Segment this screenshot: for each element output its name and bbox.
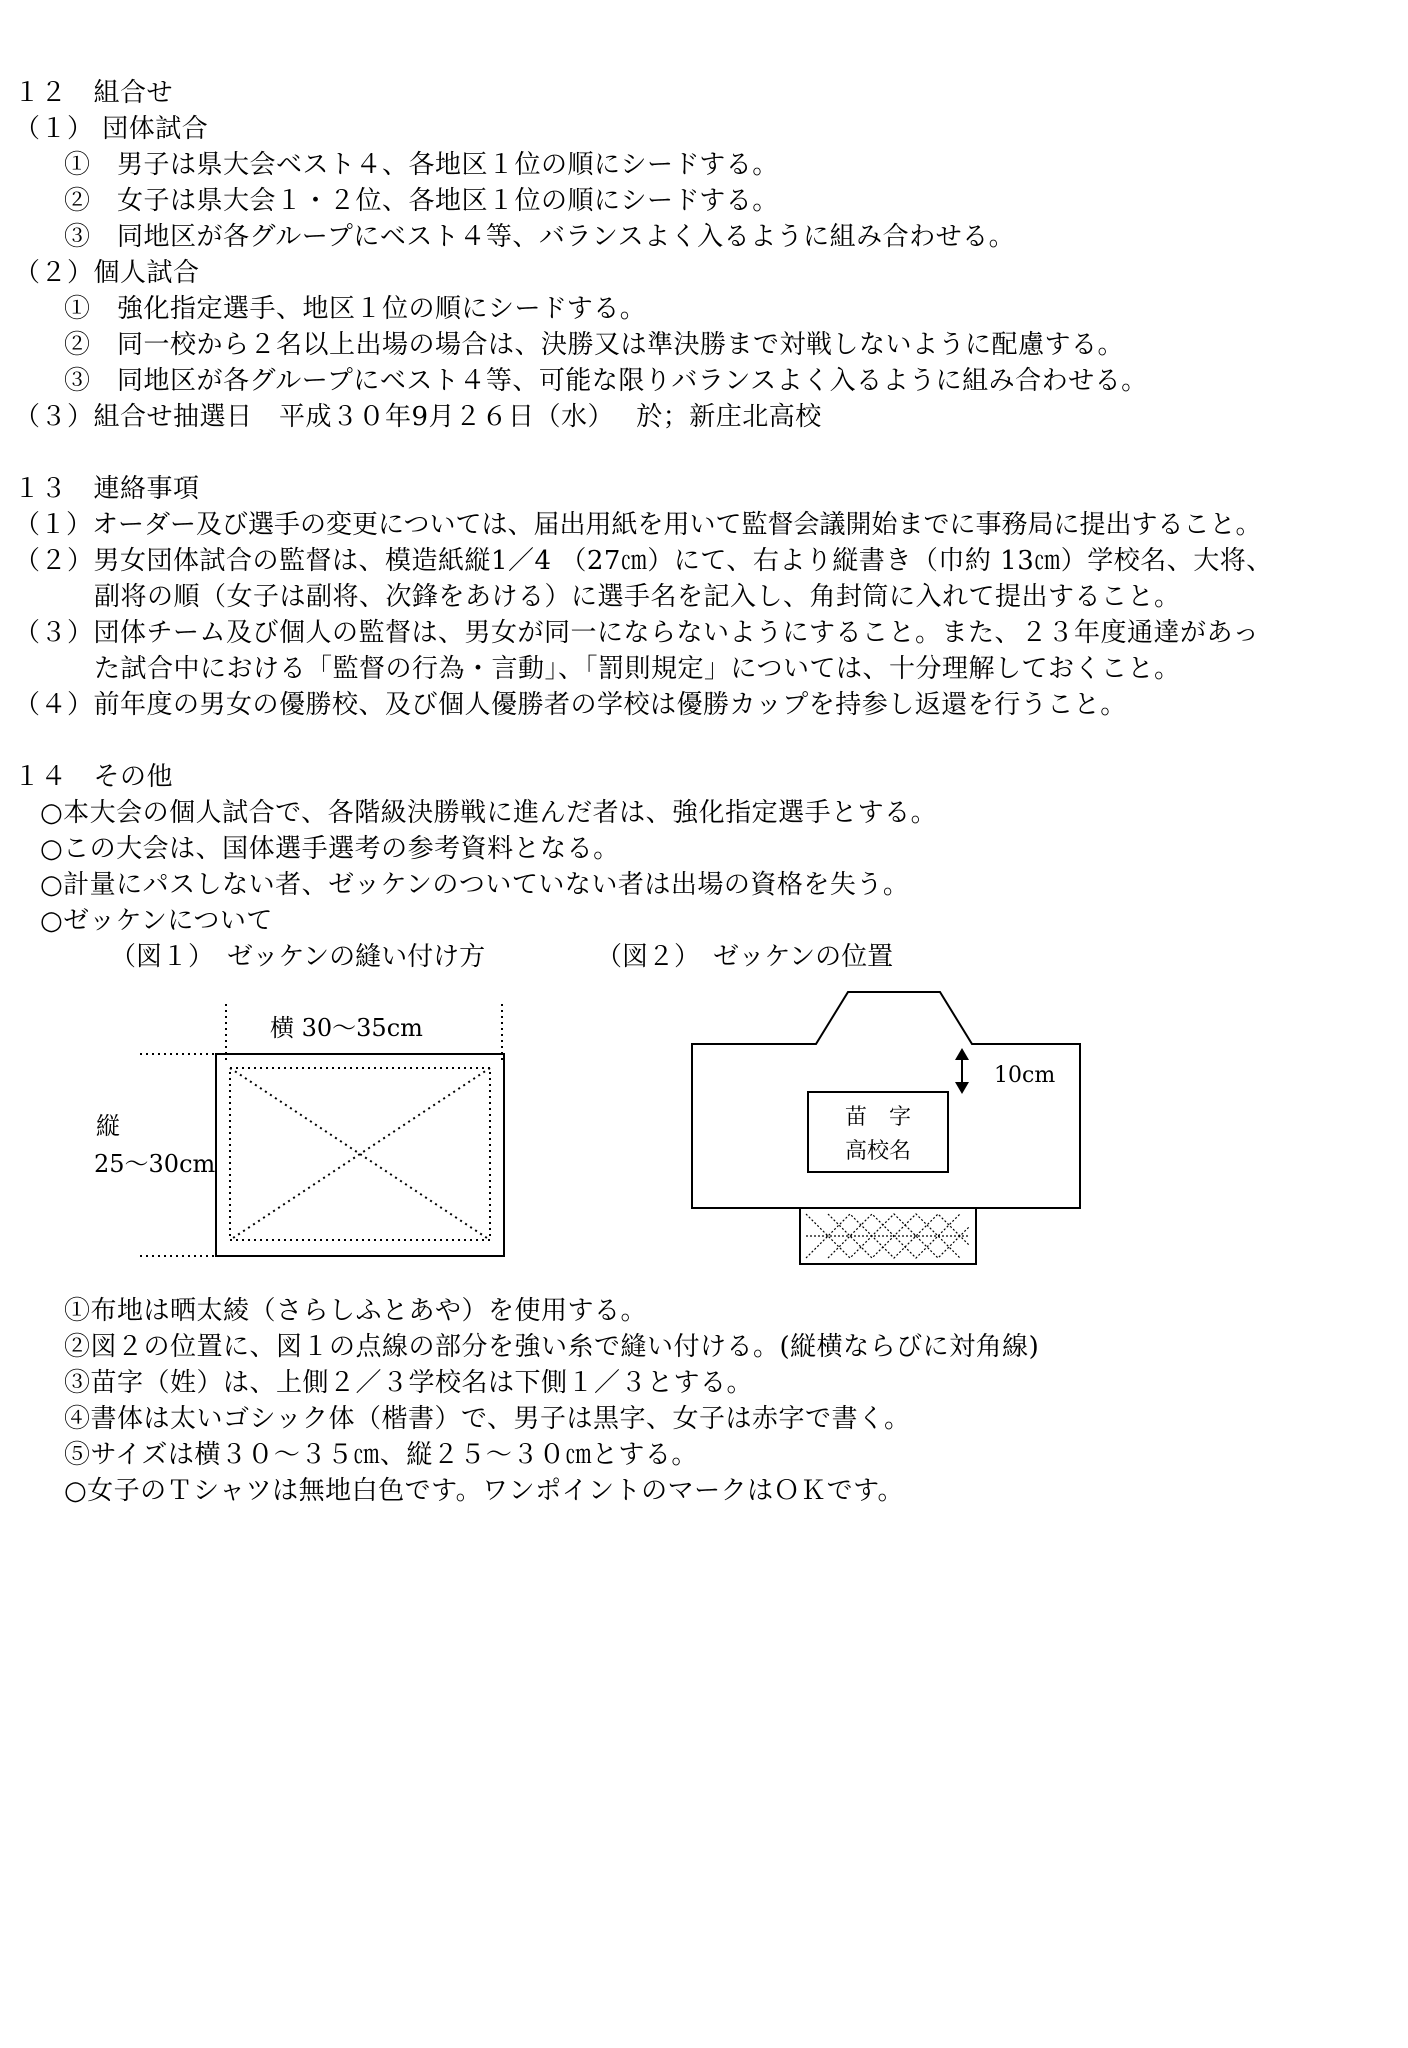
figure-1-caption: （図１） ゼッケンの縫い付け方 (110, 942, 486, 972)
distance-label: 10cm (994, 1063, 1056, 1088)
zekken-note-5: ⑤サイズは横３０～３５㎝、縦２５～３０㎝とする。 (64, 1440, 698, 1470)
other-item-3: ○計量にパスしない者、ゼッケンのついていない者は出場の資格を失う。 (40, 870, 910, 900)
notice-item-3-cont: た試合中における「監督の行為・言動」、「罰則規定」については、十分理解しておくこと。 (94, 654, 1181, 684)
other-item-4: ○ゼッケンについて (40, 906, 273, 936)
section-13-heading: １３ 連絡事項 (14, 474, 200, 504)
other-item-1: ○本大会の個人試合で、各階級決勝戦に進んだ者は、強化指定選手とする。 (40, 798, 938, 828)
notice-item-1: （１）オーダー及び選手の変更については、届出用紙を用いて監督会議開始までに事務局に提出すること。 (14, 510, 1262, 540)
notice-item-3: （３）団体チーム及び個人の監督は、男女が同一にならないようにすること。また、２３年度通達があっ (14, 618, 1260, 648)
height-label-line1: 縦 (96, 1112, 120, 1140)
figure-1-diagram (94, 1004, 504, 1256)
figure-2-caption: （図２） ゼッケンの位置 (596, 942, 894, 972)
width-label: 横 30～35cm (270, 1014, 423, 1042)
individual-item-2: ② 同一校から２名以上出場の場合は、決勝又は準決勝まで対戦しないように配慮する。 (64, 330, 1125, 360)
section-14-heading: １４ その他 (14, 762, 174, 792)
individual-match-title: （２）個人試合 (14, 258, 200, 288)
team-item-1: ① 男子は県大会ベスト４、各地区１位の順にシードする。 (64, 150, 779, 180)
other-item-2: ○この大会は、国体選手選考の参考資料となる。 (40, 834, 620, 864)
zekken-note-4: ④書体は太いゴシック体（楷書）で、男子は黒字、女子は赤字で書く。 (64, 1404, 911, 1434)
notice-item-2: （２）男女団体試合の監督は、模造紙縦1／4 （27㎝）にて、右より縦書き（巾約 13㎝）学校名、大将、 (14, 546, 1273, 576)
individual-item-3: ③ 同地区が各グループにベスト４等、可能な限りバランスよく入るように組み合わせる。 (64, 366, 1148, 396)
name-patch-surname: 苗 字 (844, 1105, 912, 1130)
notice-item-2-cont: 副将の順（女子は副将、次鋒をあける）に選手名を記入し、角封筒に入れて提出すること。 (94, 582, 1181, 612)
team-item-2: ② 女子は県大会１・２位、各地区１位の順にシードする。 (64, 186, 779, 216)
team-match-title: （１） 団体試合 (14, 114, 209, 144)
section-12-heading: １２ 組合せ (14, 78, 174, 108)
zekken-note-2: ②図２の位置に、図１の点線の部分を強い糸で縫い付ける。(縦横ならびに対角線) (64, 1332, 1040, 1362)
zekken-note-1: ①布地は晒太綾（さらしふとあや）を使用する。 (64, 1296, 648, 1326)
notice-item-4: （４）前年度の男女の優勝校、及び個人優勝者の学校は優勝カップを持参し返還を行うこと。 (14, 690, 1127, 720)
individual-item-1: ① 強化指定選手、地区１位の順にシードする。 (64, 294, 647, 324)
team-item-3: ③ 同地区が各グループにベスト４等、バランスよく入るように組み合わせる。 (64, 222, 1016, 252)
figure-2-diagram (692, 992, 1080, 1264)
tshirt-note: ○女子のＴシャツは無地白色です。ワンポイントのマークはＯＫです。 (64, 1476, 905, 1506)
draw-date: （３）組合せ抽選日 平成３０年9月２６日（水） 於；新庄北高校 (14, 402, 822, 432)
name-patch-school: 高校名 (844, 1139, 912, 1164)
height-label-line2: 25～30cm (94, 1150, 216, 1178)
zekken-note-3: ③苗字（姓）は、上側２／３学校名は下側１／３とする。 (64, 1368, 754, 1398)
